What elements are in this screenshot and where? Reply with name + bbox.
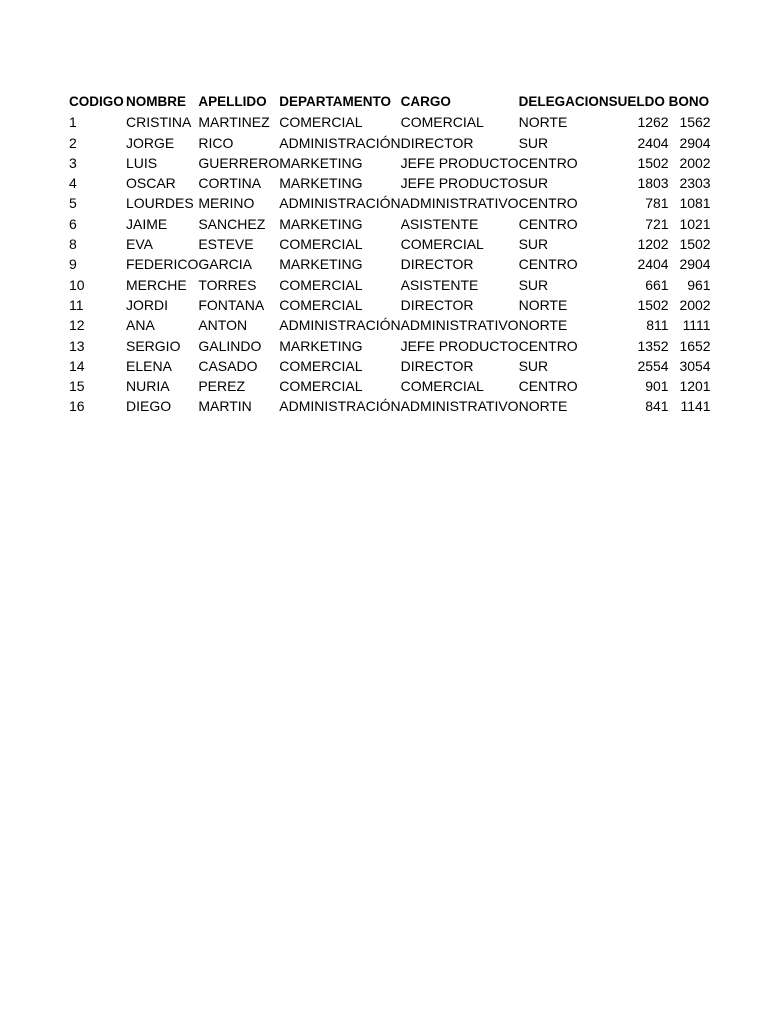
table-row xyxy=(69,214,711,234)
cell-nombre: JORGE xyxy=(126,134,175,151)
cell-delegacion: NORTE xyxy=(518,114,568,131)
cell-codigo: 11 xyxy=(69,296,84,313)
cell-apellido: SANCHEZ xyxy=(198,215,266,232)
header-delegacion: DELEGACION xyxy=(518,94,609,109)
cell-sueldo: 721 xyxy=(645,215,669,232)
cell-sueldo: 1502 xyxy=(637,296,669,313)
cell-sueldo: 661 xyxy=(645,276,669,293)
cell-cargo: ASISTENTE xyxy=(400,215,479,232)
cell-bono: 2002 xyxy=(679,154,711,171)
header-nombre: NOMBRE xyxy=(126,94,186,109)
table-row xyxy=(69,112,711,132)
cell-cargo: JEFE PRODUCTO xyxy=(400,337,519,354)
cell-codigo: 4 xyxy=(69,175,77,192)
cell-sueldo: 901 xyxy=(645,378,669,395)
table-row xyxy=(69,254,711,274)
cell-codigo: 9 xyxy=(69,256,77,273)
table-row xyxy=(69,153,711,173)
cell-sueldo: 1202 xyxy=(637,236,669,253)
cell-nombre: NURIA xyxy=(126,378,170,395)
cell-bono: 2904 xyxy=(679,134,711,151)
table-row xyxy=(69,376,711,396)
cell-codigo: 12 xyxy=(69,317,85,334)
cell-departamento: COMERCIAL xyxy=(279,114,363,131)
cell-cargo: ASISTENTE xyxy=(400,276,479,293)
cell-apellido: GALINDO xyxy=(198,337,262,354)
cell-bono: 1562 xyxy=(679,114,711,131)
cell-nombre: CRISTINA xyxy=(126,114,192,131)
cell-nombre: SERGIO xyxy=(126,337,181,354)
table-row xyxy=(69,275,711,295)
cell-codigo: 16 xyxy=(69,398,85,415)
cell-sueldo: 1803 xyxy=(637,175,669,192)
cell-departamento: MARKETING xyxy=(279,175,363,192)
cell-cargo: DIRECTOR xyxy=(400,256,474,273)
cell-nombre: FEDERICO xyxy=(126,256,199,273)
cell-nombre: ANA xyxy=(126,317,155,334)
cell-bono: 3054 xyxy=(679,357,711,374)
cell-bono: 1652 xyxy=(679,337,711,354)
cell-codigo: 15 xyxy=(69,378,85,395)
cell-delegacion: SUR xyxy=(518,175,549,192)
cell-codigo: 14 xyxy=(69,357,85,374)
cell-apellido: GUERRERO xyxy=(198,154,280,171)
cell-bono: 1021 xyxy=(679,215,711,232)
cell-apellido: GARCIA xyxy=(198,256,253,273)
table-row xyxy=(69,315,711,335)
cell-cargo: ADMINISTRATIVO xyxy=(400,195,519,212)
cell-departamento: MARKETING xyxy=(279,256,363,273)
table-row xyxy=(69,295,711,315)
cell-cargo: ADMINISTRATIVO xyxy=(400,317,519,334)
cell-apellido: ESTEVE xyxy=(198,236,254,253)
cell-delegacion: CENTRO xyxy=(518,195,578,212)
cell-codigo: 10 xyxy=(69,276,85,293)
cell-departamento: ADMINISTRACIÓN xyxy=(279,134,401,151)
cell-departamento: MARKETING xyxy=(279,337,363,354)
table-row xyxy=(69,133,711,153)
cell-apellido: ANTON xyxy=(198,317,248,334)
cell-delegacion: SUR xyxy=(518,236,549,253)
cell-sueldo: 1502 xyxy=(637,154,669,171)
cell-apellido: TORRES xyxy=(198,276,257,293)
cell-departamento: COMERCIAL xyxy=(279,378,363,395)
cell-nombre: LUIS xyxy=(126,154,158,171)
cell-bono: 2904 xyxy=(679,256,711,273)
cell-cargo: DIRECTOR xyxy=(400,296,474,313)
cell-nombre: ELENA xyxy=(126,357,172,374)
cell-sueldo: 2404 xyxy=(637,134,669,151)
cell-departamento: ADMINISTRACIÓN xyxy=(279,398,401,415)
cell-cargo: COMERCIAL xyxy=(400,378,484,395)
cell-nombre: OSCAR xyxy=(126,175,176,192)
cell-bono: 2002 xyxy=(679,296,711,313)
cell-departamento: COMERCIAL xyxy=(279,276,363,293)
cell-delegacion: CENTRO xyxy=(518,337,578,354)
cell-delegacion: SUR xyxy=(518,134,549,151)
cell-apellido: MERINO xyxy=(198,195,255,212)
cell-sueldo: 1352 xyxy=(637,337,669,354)
cell-apellido: PEREZ xyxy=(198,378,246,395)
header-row xyxy=(69,92,711,112)
cell-departamento: COMERCIAL xyxy=(279,296,363,313)
cell-apellido: RICO xyxy=(198,134,234,151)
cell-nombre: JAIME xyxy=(126,215,168,232)
cell-departamento: ADMINISTRACIÓN xyxy=(279,317,401,334)
header-departamento: DEPARTAMENTO xyxy=(279,94,392,109)
header-apellido: APELLIDO xyxy=(198,94,267,109)
cell-delegacion: CENTRO xyxy=(518,154,578,171)
cell-bono: 1502 xyxy=(679,236,711,253)
cell-codigo: 5 xyxy=(69,195,77,212)
cell-codigo: 2 xyxy=(69,134,77,151)
cell-cargo: JEFE PRODUCTO xyxy=(400,154,519,171)
table-body xyxy=(69,112,711,416)
header-bono: BONO xyxy=(668,94,710,109)
cell-sueldo: 841 xyxy=(645,398,669,415)
cell-delegacion: CENTRO xyxy=(518,378,578,395)
cell-delegacion: CENTRO xyxy=(518,215,578,232)
table-row xyxy=(69,173,711,193)
cell-codigo: 8 xyxy=(69,236,77,253)
cell-delegacion: CENTRO xyxy=(518,256,578,273)
cell-bono: 2303 xyxy=(679,175,711,192)
cell-bono: 1201 xyxy=(679,378,711,395)
cell-cargo: DIRECTOR xyxy=(400,357,474,374)
table-row xyxy=(69,396,711,416)
cell-departamento: COMERCIAL xyxy=(279,357,363,374)
cell-apellido: CORTINA xyxy=(198,175,262,192)
cell-bono: 961 xyxy=(687,276,711,293)
cell-cargo: ADMINISTRATIVO xyxy=(400,398,519,415)
cell-sueldo: 1262 xyxy=(637,114,669,131)
header-cargo: CARGO xyxy=(400,94,451,109)
cell-departamento: COMERCIAL xyxy=(279,236,363,253)
cell-sueldo: 2404 xyxy=(637,256,669,273)
employee-table xyxy=(69,92,711,417)
table-row xyxy=(69,234,711,254)
cell-codigo: 3 xyxy=(69,154,77,171)
cell-delegacion: SUR xyxy=(518,357,549,374)
table-row xyxy=(69,356,711,376)
cell-codigo: 13 xyxy=(69,337,85,354)
cell-codigo: 6 xyxy=(69,215,77,232)
cell-delegacion: SUR xyxy=(518,276,549,293)
cell-apellido: CASADO xyxy=(198,357,258,374)
cell-delegacion: NORTE xyxy=(518,398,568,415)
cell-bono: 1081 xyxy=(679,195,711,212)
cell-cargo: COMERCIAL xyxy=(400,236,484,253)
cell-apellido: FONTANA xyxy=(198,296,265,313)
cell-departamento: ADMINISTRACIÓN xyxy=(279,195,401,212)
cell-sueldo: 781 xyxy=(645,195,669,212)
cell-nombre: MERCHE xyxy=(126,276,187,293)
cell-cargo: JEFE PRODUCTO xyxy=(400,175,519,192)
cell-departamento: MARKETING xyxy=(279,154,363,171)
cell-departamento: MARKETING xyxy=(279,215,363,232)
cell-bono: 1111 xyxy=(682,317,711,334)
cell-sueldo: 2554 xyxy=(637,357,669,374)
cell-sueldo: 811 xyxy=(646,317,669,334)
cell-cargo: DIRECTOR xyxy=(400,134,474,151)
table-row xyxy=(69,193,711,213)
cell-codigo: 1 xyxy=(69,114,77,131)
cell-delegacion: NORTE xyxy=(518,296,568,313)
cell-cargo: COMERCIAL xyxy=(400,114,484,131)
cell-nombre: EVA xyxy=(126,236,153,253)
cell-bono: 1141 xyxy=(680,398,711,415)
table-row xyxy=(69,336,711,356)
cell-apellido: MARTINEZ xyxy=(198,114,270,131)
header-codigo: CODIGO xyxy=(69,94,124,109)
cell-apellido: MARTIN xyxy=(198,398,252,415)
header-sueldo: SUELDO xyxy=(608,94,665,109)
cell-delegacion: NORTE xyxy=(518,317,568,334)
cell-nombre: JORDI xyxy=(126,296,168,313)
cell-nombre: DIEGO xyxy=(126,398,172,415)
cell-nombre: LOURDES xyxy=(126,195,194,212)
